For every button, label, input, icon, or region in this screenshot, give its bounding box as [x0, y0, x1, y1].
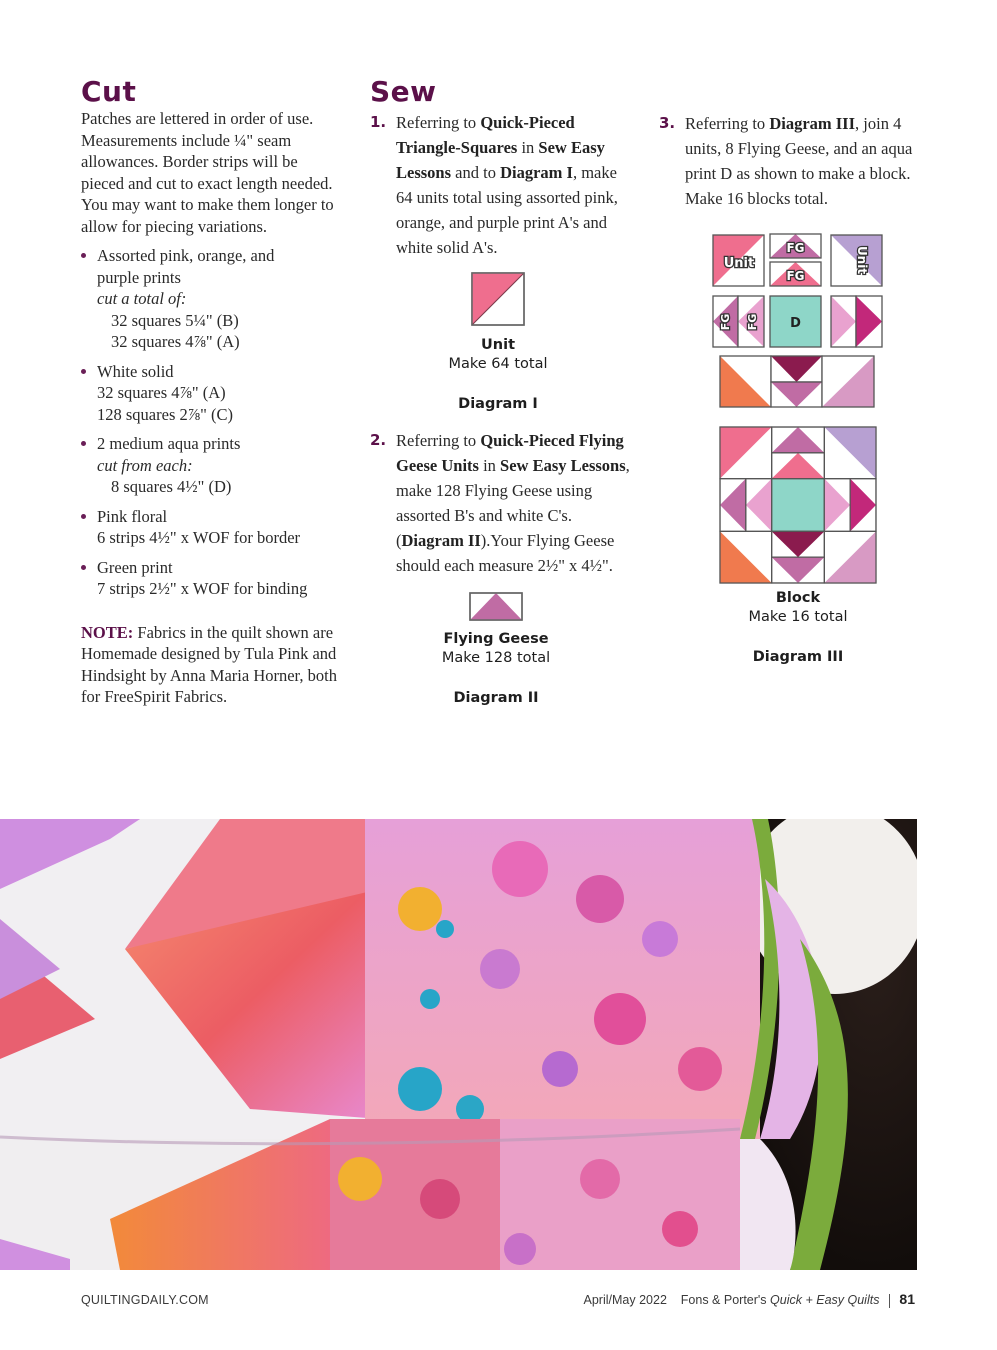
quilt-photo [0, 819, 917, 1270]
material-cut-line: 7 strips 2½" x WOF for binding [97, 579, 308, 598]
note-text: Fabrics in the quilt shown are Homemade designed by Tula Pink and Hindsight by Anna Maria Horner, both for FreeSpirit Fabrics. [81, 622, 337, 706]
diagram-1 [396, 272, 600, 412]
cut-intro: Patches are lettered in order of use. Measurements include ¼" seam allowances. Border strips will be pieced and cut to exact length needed. You may want to make them longer to allow for piecing variations. [81, 109, 334, 236]
exploded-fg-bottom-1 [771, 356, 822, 382]
material-item [81, 557, 341, 600]
diagram-2-title: Flying Geese [443, 631, 549, 647]
footer-issue: April/May 2022 [583, 1293, 667, 1307]
fg-label: FG [746, 313, 759, 331]
material-cut-line: 128 squares 2⅞" (C) [97, 404, 233, 424]
material-cut-line: 32 squares 4⅞" (A) [111, 332, 240, 351]
diagram-3-exploded [711, 232, 885, 410]
diagram-3-label: Diagram III [752, 649, 844, 665]
bullet-icon [81, 565, 86, 570]
step-text: in [517, 138, 539, 157]
diagram-2-label: Diagram II [453, 690, 539, 706]
diagram-1-title: Unit [481, 337, 515, 353]
step3-column [659, 111, 921, 211]
step-ref: Diagram II [401, 531, 481, 550]
material-cut-line: 8 squares 4½" (D) [111, 477, 232, 496]
material-cut-line: 32 squares 5¼" (B) [111, 310, 239, 330]
material-item [81, 361, 341, 426]
footer-magazine-prefix: Fons & Porter's [680, 1293, 771, 1307]
exploded-fg-right-2 [856, 296, 882, 347]
note-label: NOTE: [81, 622, 134, 642]
diagram-3-caption [718, 589, 878, 665]
exploded-fg-left-1 [713, 296, 738, 347]
exploded-fg-right-1 [831, 296, 856, 347]
fg-label: FG [786, 269, 805, 283]
exploded-center-square [770, 296, 821, 347]
exploded-unit-bottom-left [720, 356, 771, 407]
diagram-2-subtitle: Make 128 total [441, 650, 551, 666]
page-number: 81 [899, 1291, 915, 1307]
diagram-1-label: Diagram I [458, 396, 538, 412]
bullet-icon [81, 514, 86, 519]
diagram-2 [394, 592, 598, 706]
step-text: , make 64 units total using assorted pink, orange, and purple print A's and white solid A's. [396, 163, 618, 257]
material-name: Assorted pink, orange, and [97, 246, 275, 265]
material-name: Green print [97, 557, 173, 577]
exploded-unit-bottom-right [822, 356, 874, 407]
d-label: D [790, 316, 801, 331]
step-ref: Quick-Pieced Triangle-Squares [396, 113, 575, 157]
step-ref: Quick-Pieced Flying Geese Units [396, 431, 624, 475]
fg-label: FG [719, 313, 732, 331]
exploded-fg-left-2 [738, 296, 764, 347]
diagram-3-block [719, 426, 877, 584]
material-item [81, 433, 341, 498]
fabric-note [81, 622, 341, 708]
diagram-1-subtitle: Make 64 total [448, 356, 548, 372]
bullet-icon [81, 253, 86, 258]
step-ref: Diagram III [769, 114, 856, 133]
material-cut-line: 32 squares 4⅞" (A) [97, 383, 226, 402]
diagram-3-title: Block [775, 590, 821, 606]
step-ref: Sew Easy Lessons [500, 456, 626, 475]
step-number: 3. [659, 114, 676, 132]
bullet-icon [81, 441, 86, 446]
step-text: ).Your Flying Geese should each measure 2½" x 4½". [396, 531, 615, 575]
exploded-fg-top-2 [770, 262, 821, 286]
footer-site: QUILTINGDAILY.COM [81, 1293, 209, 1307]
unit-label: Unit [723, 256, 755, 271]
step-text: Referring to [685, 114, 770, 133]
flying-geese-diagram [469, 592, 523, 622]
material-name-cont: purple prints [97, 267, 181, 287]
exploded-fg-top-1 [770, 234, 821, 258]
step-text: Referring to [396, 113, 481, 132]
footer-magazine-italic: Quick + Easy Quilts [770, 1293, 880, 1307]
sew-heading: Sew [370, 75, 437, 108]
step-1 [370, 110, 632, 260]
exploded-unit-top-right [831, 235, 882, 286]
cut-column [81, 75, 341, 708]
unit-diagram [471, 272, 525, 326]
exploded-unit-top-left [713, 235, 764, 286]
footer-divider [889, 1294, 890, 1308]
step-3 [659, 111, 921, 211]
step-text: , join 4 units, 8 Flying Geese, and an aqua print D as shown to make a block. Make 16 blocks total. [685, 114, 913, 208]
diagram-3-subtitle: Make 16 total [748, 609, 848, 625]
step-text: in [478, 456, 501, 475]
footer-right [584, 1291, 915, 1308]
sew-column [370, 75, 632, 706]
step-ref: Sew Easy Lessons [396, 138, 605, 182]
step-text: Referring to [396, 431, 481, 450]
material-sub: cut a total of: [97, 289, 187, 308]
material-item [81, 245, 341, 353]
step-2 [370, 428, 632, 578]
material-item [81, 506, 341, 549]
material-sub: cut from each: [97, 455, 193, 475]
bullet-icon [81, 369, 86, 374]
material-name: Pink floral [97, 506, 168, 526]
cut-heading: Cut [81, 75, 137, 108]
fg-label: FG [786, 241, 805, 255]
material-name: 2 medium aqua prints [97, 434, 241, 453]
step-number: 2. [370, 431, 387, 449]
quilt-photo-image [0, 819, 917, 1270]
materials-list [81, 245, 341, 600]
step-ref: Diagram I [500, 163, 573, 182]
step-text: and to [451, 163, 501, 182]
material-name: White solid [97, 361, 174, 381]
exploded-fg-bottom-2 [771, 382, 822, 407]
unit-label: Unit [855, 245, 869, 275]
step-number: 1. [370, 113, 387, 131]
step-text: , make 128 Flying Geese using assorted B's and white C's. ( [396, 456, 630, 550]
material-cut-line: 6 strips 4½" x WOF for border [97, 528, 301, 547]
